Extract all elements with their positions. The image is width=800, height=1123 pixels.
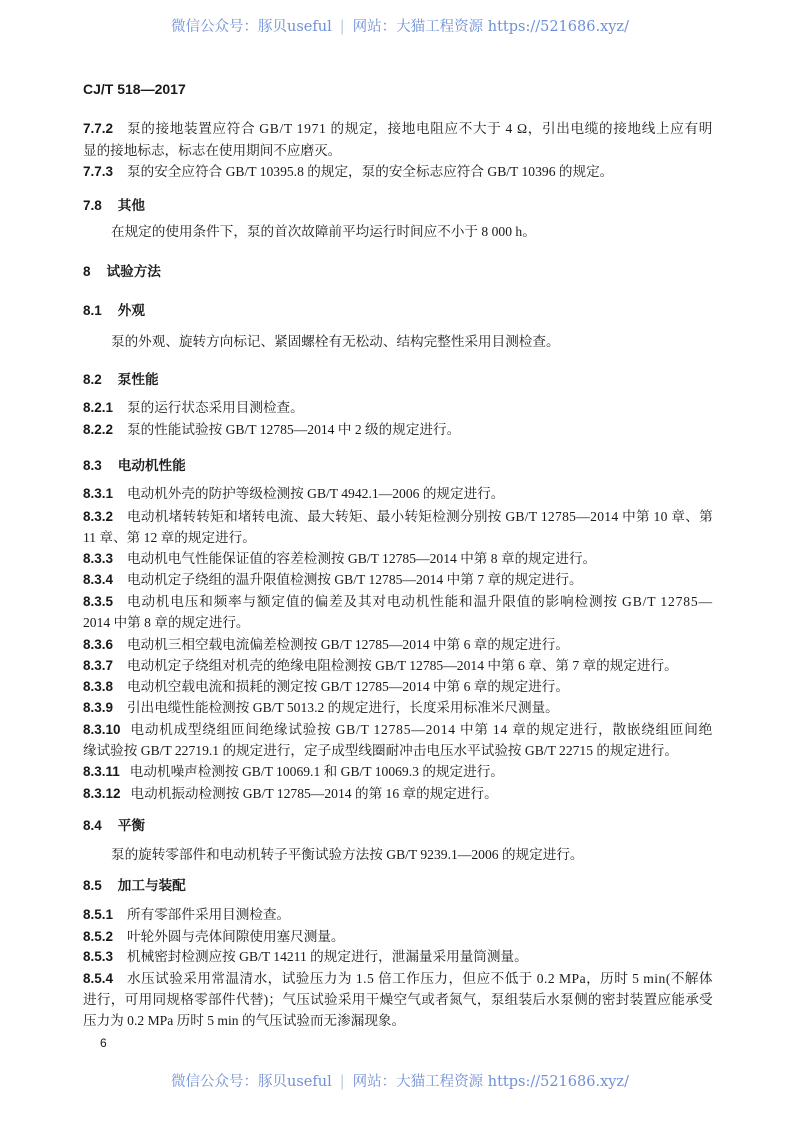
section-heading (83, 302, 713, 320)
section-number: 8.5 (83, 878, 102, 893)
clause-text: 电动机噪声检测按 GB/T 10069.1 和 GB/T 10069.3 的规定进行。 (129, 764, 504, 779)
clause-text: 电动机定子绕组对机壳的绝缘电阻检测按 GB/T 12785—2014 中第 6 章、第 7 章的规定进行。 (127, 658, 678, 673)
clause-text: 泵的安全应符合 GB/T 10395.8 的规定，泵的安全标志应符合 GB/T 10396 的规定。 (127, 164, 614, 179)
section-heading (83, 817, 713, 835)
clause-text: 电动机电气性能保证值的容差检测按 GB/T 12785—2014 中第 8 章的规定进行。 (127, 551, 597, 566)
clause-item (83, 550, 713, 568)
section-title: 电动机性能 (117, 458, 186, 474)
clause-text: 引出电缆性能检测按 GB/T 5013.2 的规定进行，长度采用标准米尺测量。 (127, 700, 559, 715)
clause-item (83, 485, 713, 503)
clause-text: 泵的性能试验按 GB/T 12785—2014 中 2 级的规定进行。 (127, 422, 461, 437)
clause-number: 8.5.3 (83, 949, 114, 964)
clause-number: 8.3.3 (83, 551, 114, 566)
clause-text: 电动机堵转转矩和堵转电流、最大转矩、最小转矩检测分别按 GB/T 12785—2014 中第 10 章、第 (127, 509, 713, 524)
paragraph-text (111, 846, 713, 864)
clause-item (83, 120, 713, 138)
section-heading (83, 457, 713, 475)
clause-item (83, 785, 713, 803)
paragraph-line: 泵的外观、旋转方向标记、紧固螺栓有无松动、结构完整性采用目测检查。 (111, 334, 560, 349)
clause-text: 电动机三相空载电流偏差检测按 GB/T 12785—2014 中第 6 章的规定进行。 (127, 637, 569, 652)
section-title: 平衡 (117, 818, 145, 834)
clause-item (83, 657, 713, 675)
section-number: 8 (83, 264, 91, 279)
clause-continuation (83, 529, 713, 547)
section-heading (83, 877, 713, 895)
section-title: 泵性能 (117, 372, 159, 388)
clause-number: 7.7.2 (83, 121, 114, 136)
section-number: 8.4 (83, 818, 102, 833)
clause-number: 8.3.1 (83, 486, 114, 501)
clause-item (83, 763, 713, 781)
section-heading (83, 263, 713, 281)
watermark-right-text: 网站：大猫工程资源 https://521686.xyz/ (352, 19, 629, 35)
clause-text: 电动机外壳的防护等级检测按 GB/T 4942.1—2006 的规定进行。 (127, 486, 505, 501)
watermark-left-text: 微信公众号：豚贝useful (171, 19, 332, 35)
clause-item (83, 571, 713, 589)
clause-text: 泵的运行状态采用目测检查。 (127, 400, 304, 415)
clause-item (83, 948, 713, 966)
clause-text: 电动机振动检测按 GB/T 12785—2014 的第 16 章的规定进行。 (130, 786, 498, 801)
clause-continuation (83, 991, 713, 1009)
clause-number: 8.3.7 (83, 658, 114, 673)
clause-number: 8.3.12 (83, 786, 121, 801)
section-number: 8.1 (83, 303, 102, 318)
clause-number: 8.3.10 (83, 722, 121, 737)
clause-item (83, 421, 713, 439)
clause-text: 电动机成型绕组匝间绝缘试验按 GB/T 12785—2014 中第 14 章的规定进行，散嵌绕组匝间绝 (130, 722, 713, 737)
clause-text: 叶轮外圆与壳体间隙使用塞尺测量。 (127, 929, 345, 944)
clause-text: 泵的接地装置应符合 GB/T 1971 的规定，接地电阻应不大于 4 Ω，引出电缆的接地线上应有明 (127, 121, 714, 136)
section-number: 7.8 (83, 198, 102, 213)
clause-text: 所有零部件采用目测检查。 (127, 907, 291, 922)
section-number: 8.3 (83, 458, 102, 473)
clause-item (83, 906, 713, 924)
clause-number: 8.3.8 (83, 679, 114, 694)
clause-item (83, 399, 713, 417)
clause-number: 8.2.2 (83, 422, 114, 437)
paragraph-line: 泵的旋转零部件和电动机转子平衡试验方法按 GB/T 9239.1—2006 的规定进行。 (111, 847, 584, 862)
clause-item (83, 508, 713, 526)
clause-text: 电动机电压和频率与额定值的偏差及其对电动机性能和温升限值的影响检测按 GB/T 12785— (127, 594, 713, 609)
section-title: 外观 (117, 303, 145, 319)
paragraph-text (111, 223, 713, 241)
clause-text: 电动机空载电流和损耗的测定按 GB/T 12785—2014 中第 6 章的规定进行。 (127, 679, 569, 694)
clause-text: 进行，可用同规格零部件代替)；气压试验采用干燥空气或者氮气，泵组装后水泵侧的密封装置应能承受 (83, 992, 713, 1007)
clause-item (83, 163, 713, 181)
clause-continuation (83, 142, 713, 160)
watermark-separator: | (339, 1074, 345, 1090)
clause-text: 缘试验按 GB/T 22719.1 的规定进行，定子成型线圈耐冲击电压水平试验按 GB/T 22715 的规定进行。 (83, 743, 678, 758)
clause-item (83, 721, 713, 739)
paragraph-line: 在规定的使用条件下，泵的首次故障前平均运行时间应不小于 8 000 h。 (111, 224, 536, 239)
clause-item (83, 593, 713, 611)
section-heading (83, 197, 713, 215)
clause-number: 8.3.4 (83, 572, 114, 587)
clause-text: 显的接地标志，标志在使用期间不应磨灭。 (83, 143, 342, 158)
clause-number: 8.5.2 (83, 929, 114, 944)
watermark-right-text: 网站：大猫工程资源 https://521686.xyz/ (352, 1074, 629, 1090)
clause-text: 11 章、第 12 章的规定进行。 (83, 530, 256, 545)
clause-item (83, 636, 713, 654)
clause-item (83, 678, 713, 696)
clause-text: 机械密封检测应按 GB/T 14211 的规定进行，泄漏量采用量筒测量。 (127, 949, 528, 964)
clause-number: 8.5.4 (83, 971, 114, 986)
clause-number: 8.5.1 (83, 907, 114, 922)
clause-number: 8.2.1 (83, 400, 114, 415)
section-number: 8.2 (83, 372, 102, 387)
section-heading (83, 371, 713, 389)
clause-item (83, 699, 713, 717)
clause-continuation (83, 614, 713, 632)
clause-text: 水压试验采用常温清水，试验压力为 1.5 倍工作压力，但应不低于 0.2 MPa，历时 5 min(不解体 (127, 971, 714, 986)
watermark-left-text: 微信公众号：豚贝useful (171, 1074, 332, 1090)
clause-number: 8.3.6 (83, 637, 114, 652)
watermark-bottom (0, 1073, 800, 1091)
watermark-separator: | (339, 19, 345, 35)
watermark-top (0, 18, 800, 36)
clause-number: 8.3.5 (83, 594, 114, 609)
clause-item (83, 970, 713, 988)
clause-text: 2014 中第 8 章的规定进行。 (83, 615, 250, 630)
section-title: 其他 (117, 198, 145, 214)
clause-item (83, 928, 713, 946)
section-title: 加工与装配 (117, 878, 186, 894)
clause-text: 压力为 0.2 MPa 历时 5 min 的气压试验而无渗漏现象。 (83, 1013, 406, 1028)
paragraph-text (111, 333, 713, 351)
clause-number: 8.3.2 (83, 509, 114, 524)
standard-number: CJ/T 518—2017 (83, 81, 186, 97)
clause-continuation (83, 742, 713, 760)
clause-number: 8.3.11 (83, 764, 120, 779)
section-title: 试验方法 (106, 264, 161, 280)
clause-continuation (83, 1012, 713, 1030)
clause-number: 7.7.3 (83, 164, 114, 179)
clause-number: 8.3.9 (83, 700, 114, 715)
clause-text: 电动机定子绕组的温升限值检测按 GB/T 12785—2014 中第 7 章的规定进行。 (127, 572, 583, 587)
page-number: 6 (100, 1036, 107, 1050)
